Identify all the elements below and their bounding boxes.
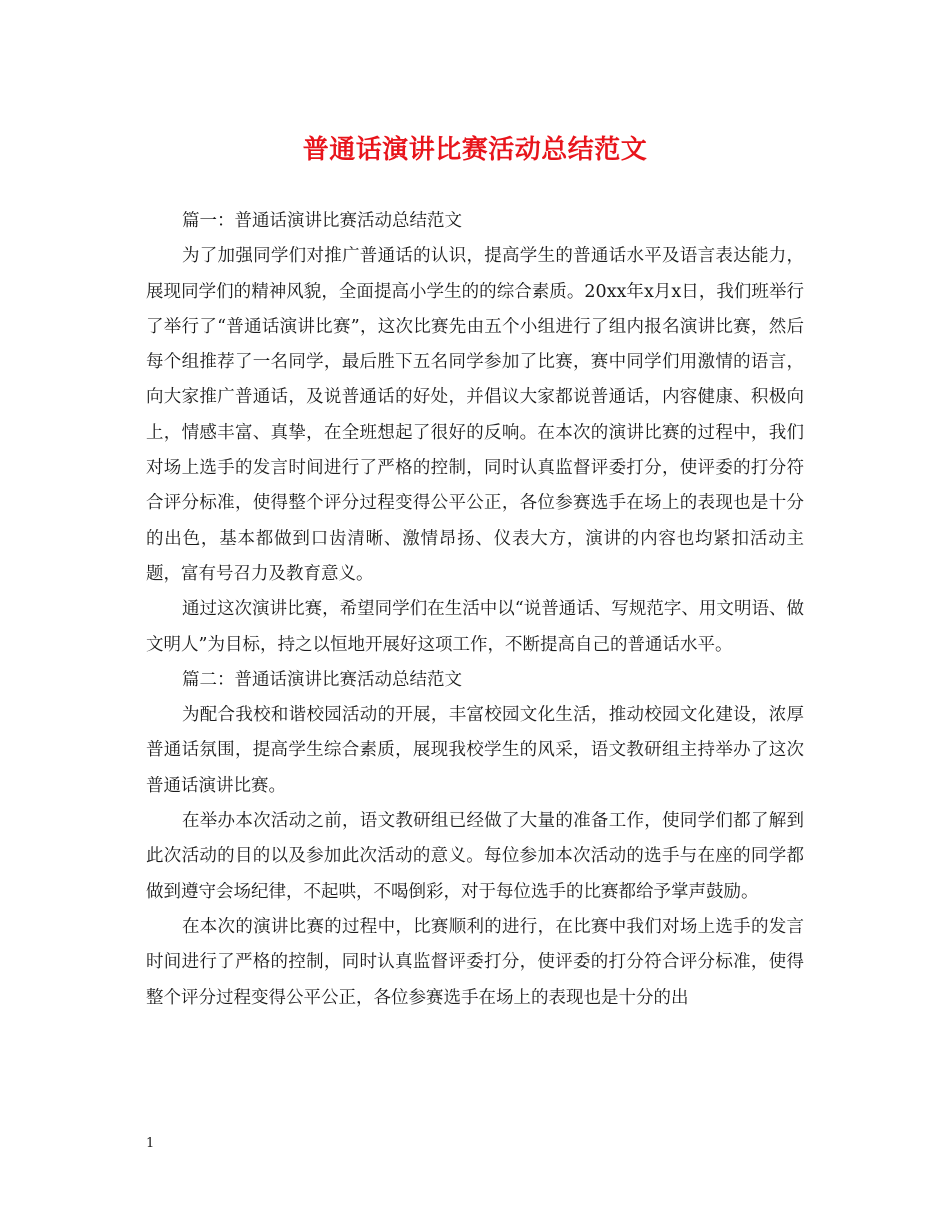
body-paragraph: 为了加强同学们对推广普通话的认识，提高学生的普通话水平及语言表达能力，展现同学们的精神风貌，全面提高小学生的的综合素质。20xx年x月x日，我们班举行了举行了“普通话演讲比赛”，这次比赛先由五个小组进行了组内报名演讲比赛，然后每个组推荐了一名同学，最后胜下五名同学参加了比赛，赛中同学们用激情的语言，向大家推广普通话，及说普通话的好处，并倡议大家都说普通话，内容健康、积极向上，情感丰富、真挚，在全班想起了很好的反响。在本次的演讲比赛的过程中，我们对场上选手的发言时间进行了严格的控制，同时认真监督评委打分，使评委的打分符合评分标准，使得整个评分过程变得公平公正，各位参赛选手在场上的表现也是十分的出色，基本都做到口齿清晰、激情昂扬、仪表大方，演讲的内容也均紧扣活动主题，富有号召力及教育意义。 (146, 246, 804, 584)
body-paragraph: 在本次的演讲比赛的过程中，比赛顺利的进行，在比赛中我们对场上选手的发言时间进行了严格的控制，同时认真监督评委打分，使评委的打分符合评分标准，使得整个评分过程变得公平公正，各位参赛选手在场上的表现也是十分的出 (146, 916, 804, 1008)
section-heading-two: 篇二：普通话演讲比赛活动总结范文 (182, 669, 462, 690)
document-body (146, 204, 804, 1016)
document-title: 普通话演讲比赛活动总结范文 (302, 135, 648, 165)
body-paragraph: 为配合我校和谐校园活动的开展，丰富校园文化生活，推动校园文化建设，浓厚普通话氛围，提高学生综合素质，展现我校学生的风采，语文教研组主持举办了这次普通话演讲比赛。 (146, 705, 804, 796)
section-heading-one: 篇一：普通话演讲比赛活动总结范文 (182, 211, 462, 231)
body-paragraph: 在举办本次活动之前，语文教研组已经做了大量的准备工作，使同学们都了解到此次活动的目的以及参加此次活动的意义。每位参加本次活动的选手与在座的同学都做到遵守会场纪律，不起哄，不喝倒彩，对于每位选手的比赛都给予掌声鼓励。 (146, 811, 804, 902)
body-paragraph: 通过这次演讲比赛，希望同学们在生活中以“说普通话、写规范字、用文明语、做文明人”为目标，持之以恒地开展好这项工作，不断提高自己的普通话水平。 (146, 599, 804, 655)
page-number: 1 (146, 1136, 155, 1151)
